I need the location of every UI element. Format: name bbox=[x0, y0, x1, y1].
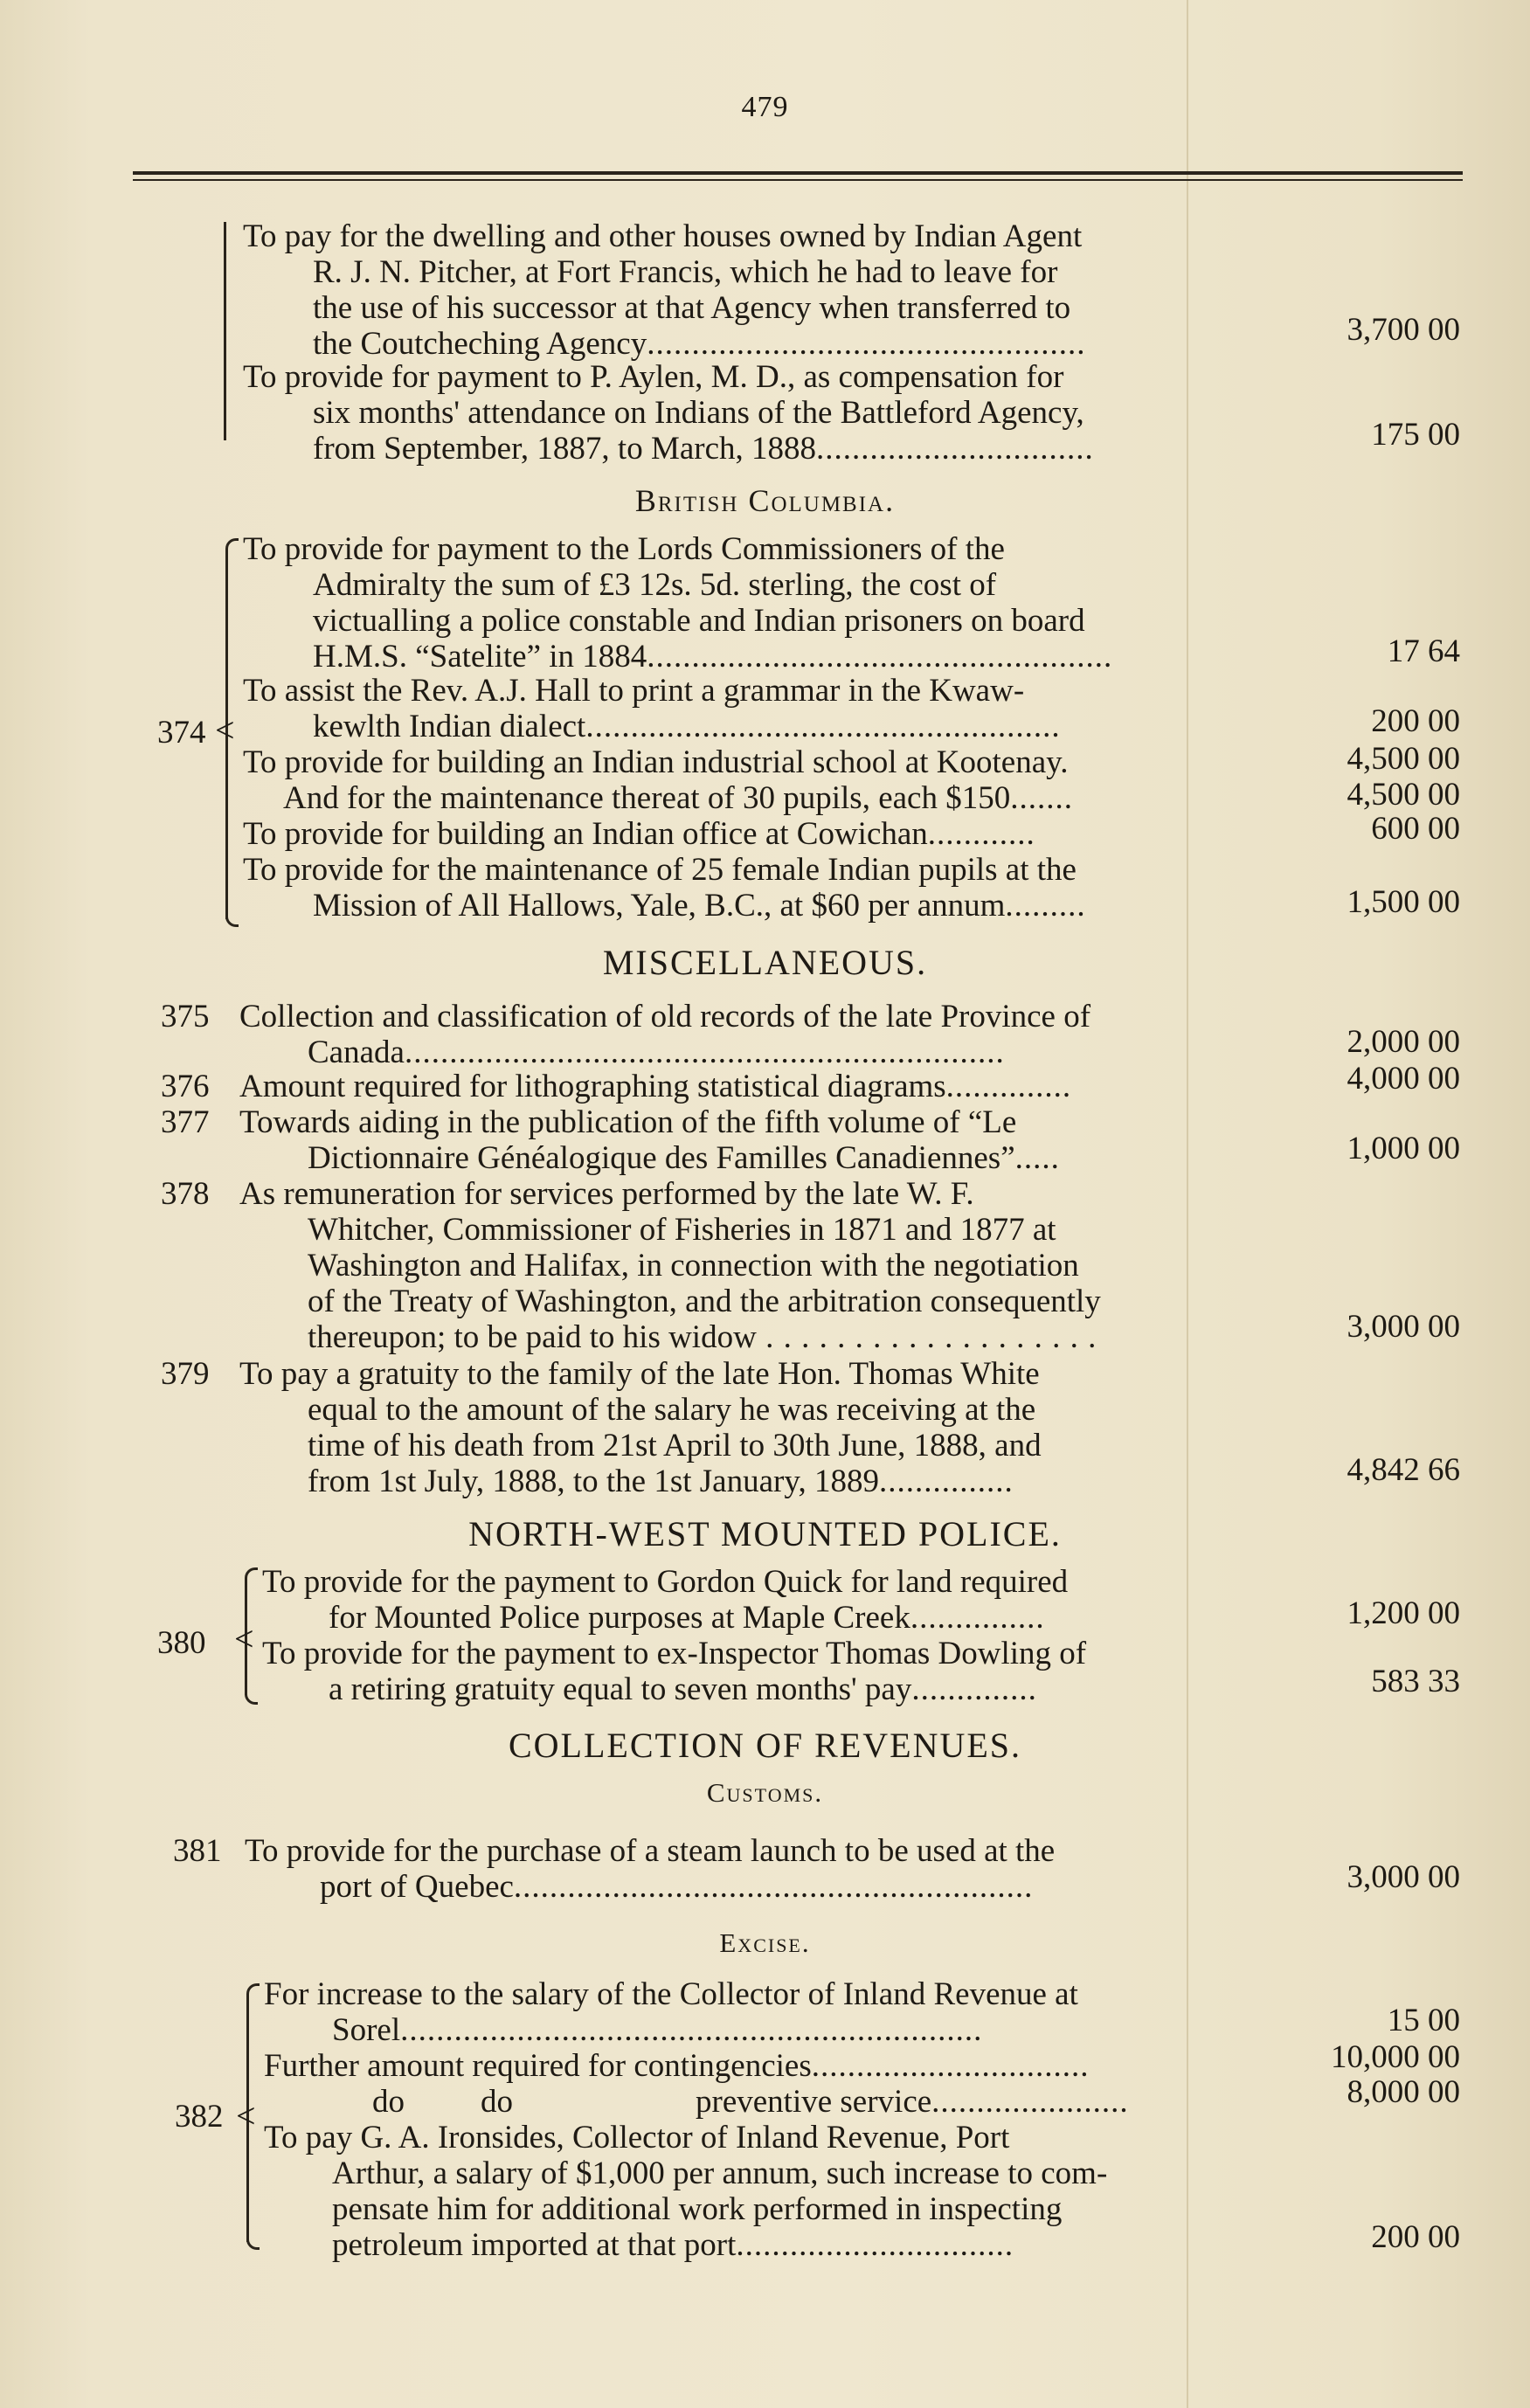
dot-leader: ............ bbox=[927, 816, 1035, 852]
entry-line: a retiring gratuity equal to seven months' pay.............. bbox=[329, 1671, 1037, 1707]
entry-line: six months' attendance on Indians of the Battleford Agency, bbox=[313, 395, 1084, 431]
amount: 600 00 bbox=[1371, 811, 1460, 847]
entry-line: equal to the amount of the salary he was receiving at the bbox=[308, 1392, 1036, 1428]
section-heading-nwmp: NORTH-WEST MOUNTED POLICE. bbox=[468, 1514, 1062, 1553]
entry-line: Canada................................................................... bbox=[308, 1034, 1005, 1070]
entry-line: For increase to the salary of the Collector of Inland Revenue at bbox=[264, 1976, 1078, 2012]
entry-line: And for the maintenance thereat of 30 pupils, each $150....... bbox=[283, 780, 1073, 816]
item-number: 381 bbox=[173, 1833, 222, 1869]
brace-bottom bbox=[246, 2230, 260, 2250]
amount: 1,500 00 bbox=[1347, 884, 1460, 920]
entry-line: preventive service...................... bbox=[696, 2084, 1129, 2120]
entry-line: from September, 1887, to March, 1888............................... bbox=[313, 431, 1094, 467]
entry-line: Mission of All Hallows, Yale, B.C., at $60 per annum......... bbox=[313, 888, 1086, 924]
amount: 3,000 00 bbox=[1347, 1309, 1460, 1345]
dot-leader: ............... bbox=[910, 1600, 1045, 1636]
ditto-mark: do bbox=[372, 2084, 405, 2120]
ditto-mark: do bbox=[481, 2084, 513, 2120]
brace-point: < bbox=[215, 710, 235, 750]
dot-leader: ......... bbox=[1005, 888, 1086, 924]
dot-leader: ............................... bbox=[736, 2227, 1014, 2263]
brace-point: < bbox=[234, 1619, 254, 1658]
page-gutter-shadow bbox=[1187, 0, 1188, 2408]
dot-leader: ............................... bbox=[816, 431, 1094, 467]
entry-line: from 1st July, 1888, to the 1st January, 1889............... bbox=[308, 1463, 1014, 1499]
entry-line: Dictionnaire Généalogique des Familles Canadiennes”..... bbox=[308, 1140, 1060, 1176]
item-number: 378 bbox=[161, 1176, 210, 1212]
entry-line: R. J. N. Pitcher, at Fort Francis, which he had to leave for bbox=[313, 254, 1058, 290]
item-number: 376 bbox=[161, 1069, 210, 1104]
amount: 3,000 00 bbox=[1347, 1859, 1460, 1895]
entry-line: To pay G. A. Ironsides, Collector of Inland Revenue, Port bbox=[264, 2120, 1010, 2155]
entry-line: To provide for the payment to ex-Inspector Thomas Dowling of bbox=[262, 1636, 1087, 1671]
dot-leader: . . . . . . . . . . . . . . . . . . . bbox=[756, 1319, 1097, 1355]
amount: 10,000 00 bbox=[1331, 2039, 1460, 2075]
top-block-bracket bbox=[224, 222, 226, 440]
section-heading-british-columbia: British Columbia. bbox=[634, 483, 896, 518]
entry-line: To provide for payment to P. Aylen, M. D., as compensation for bbox=[243, 359, 1064, 395]
amount: 175 00 bbox=[1371, 417, 1460, 453]
entry-line: the use of his successor at that Agency when transferred to bbox=[313, 290, 1071, 326]
brace-point: < bbox=[236, 2096, 256, 2135]
dot-leader: .............. bbox=[911, 1671, 1037, 1707]
entry-line: Admiralty the sum of £3 12s. 5d. sterling, the cost of bbox=[313, 567, 997, 603]
page-number: 479 bbox=[741, 91, 789, 123]
amount: 4,500 00 bbox=[1347, 741, 1460, 777]
amount: 583 33 bbox=[1371, 1664, 1460, 1699]
brace-bottom bbox=[245, 1685, 258, 1705]
entry-line: for Mounted Police purposes at Maple Creek............... bbox=[329, 1600, 1045, 1636]
entry-line: To provide for building an Indian office at Cowichan............ bbox=[243, 816, 1035, 852]
entry-line: Collection and classification of old records of the late Province of bbox=[239, 999, 1091, 1034]
header-rule-thin bbox=[133, 179, 1463, 181]
section-heading-miscellaneous: MISCELLANEOUS. bbox=[602, 943, 928, 982]
dot-leader: .......................................................... bbox=[513, 1869, 1034, 1905]
entry-line: time of his death from 21st April to 30th June, 1888, and bbox=[308, 1428, 1042, 1463]
dot-leader: ..................................................... bbox=[585, 709, 1061, 744]
amount: 200 00 bbox=[1371, 2219, 1460, 2255]
dot-leader: ....... bbox=[1010, 780, 1073, 816]
entry-line: petroleum imported at that port............................... bbox=[332, 2227, 1014, 2263]
dot-leader: ..... bbox=[1014, 1140, 1060, 1176]
item-number: 375 bbox=[161, 999, 210, 1034]
amount: 4,000 00 bbox=[1347, 1061, 1460, 1097]
dot-leader: ................................................................. bbox=[400, 2012, 983, 2048]
amount: 17 64 bbox=[1387, 633, 1460, 669]
dot-leader: ............................... bbox=[811, 2048, 1090, 2084]
amount: 200 00 bbox=[1371, 703, 1460, 739]
dot-leader: .................................................... bbox=[647, 639, 1113, 675]
header-rule-thick bbox=[133, 171, 1463, 175]
item-number: 382 bbox=[175, 2099, 224, 2135]
entry-line: port of Quebec.......................................................... bbox=[320, 1869, 1034, 1905]
entry-line: Sorel................................................................. bbox=[332, 2012, 983, 2048]
entry-line: To assist the Rev. A.J. Hall to print a grammar in the Kwaw- bbox=[243, 673, 1025, 709]
entry-line: Towards aiding in the publication of the fifth volume of “Le bbox=[239, 1104, 1017, 1140]
amount: 3,700 00 bbox=[1347, 312, 1460, 348]
amount: 15 00 bbox=[1387, 2003, 1460, 2038]
entry-line: victualling a police constable and Indian prisoners on board bbox=[313, 603, 1085, 639]
entry-line: To pay for the dwelling and other houses owned by Indian Agent bbox=[243, 218, 1083, 254]
entry-line: Whitcher, Commissioner of Fisheries in 1871 and 1877 at bbox=[308, 1212, 1056, 1248]
brace-bottom bbox=[225, 907, 239, 927]
entry-line: Arthur, a salary of $1,000 per annum, such increase to com- bbox=[332, 2155, 1108, 2191]
entry-line: To pay a gratuity to the family of the late Hon. Thomas White bbox=[239, 1356, 1040, 1392]
dot-leader: ................................................. bbox=[647, 326, 1086, 362]
entry-line: pensate him for additional work performed in inspecting bbox=[332, 2191, 1063, 2227]
amount: 1,000 00 bbox=[1347, 1131, 1460, 1166]
section-heading-revenues: COLLECTION OF REVENUES. bbox=[508, 1726, 1022, 1765]
entry-line: Amount required for lithographing statistical diagrams.............. bbox=[239, 1069, 1072, 1104]
item-number: 374 bbox=[157, 715, 206, 751]
dot-leader: ................................................................... bbox=[404, 1034, 1005, 1070]
amount: 1,200 00 bbox=[1347, 1595, 1460, 1631]
entry-line: To provide for payment to the Lords Commissioners of the bbox=[243, 531, 1005, 567]
entry-line: of the Treaty of Washington, and the arbitration consequently bbox=[308, 1284, 1101, 1319]
item-number: 377 bbox=[161, 1104, 210, 1140]
dot-leader: .............. bbox=[945, 1069, 1072, 1104]
entry-line: To provide for the payment to Gordon Quick for land required bbox=[262, 1564, 1069, 1600]
entry-line: As remuneration for services performed by the late W. F. bbox=[239, 1176, 974, 1212]
subheading-customs: Customs. bbox=[706, 1777, 824, 1808]
dot-leader: ...................... bbox=[931, 2084, 1129, 2120]
amount: 2,000 00 bbox=[1347, 1024, 1460, 1060]
entry-line: thereupon; to be paid to his widow . . . . . . . . . . . . . . . . . . . bbox=[308, 1319, 1097, 1355]
item-number: 380 bbox=[157, 1625, 206, 1661]
entry-line: Further amount required for contingencies............................... bbox=[264, 2048, 1090, 2084]
amount: 8,000 00 bbox=[1347, 2074, 1460, 2110]
subheading-excise: Excise. bbox=[719, 1927, 811, 1958]
entry-line: To provide for the purchase of a steam launch to be used at the bbox=[245, 1833, 1056, 1869]
entry-line: kewlth Indian dialect..................................................... bbox=[313, 709, 1061, 744]
amount: 4,500 00 bbox=[1347, 777, 1460, 813]
entry-line: To provide for building an Indian industrial school at Kootenay. bbox=[243, 744, 1069, 780]
item-number: 379 bbox=[161, 1356, 210, 1392]
dot-leader: ............... bbox=[878, 1463, 1014, 1499]
entry-line: Washington and Halifax, in connection with the negotiation bbox=[308, 1248, 1079, 1284]
amount: 4,842 66 bbox=[1347, 1452, 1460, 1488]
entry-line: H.M.S. “Satelite” in 1884.................................................... bbox=[313, 639, 1113, 675]
entry-line: the Coutcheching Agency................................................. bbox=[313, 326, 1086, 362]
entry-line: To provide for the maintenance of 25 female Indian pupils at the bbox=[243, 852, 1077, 888]
